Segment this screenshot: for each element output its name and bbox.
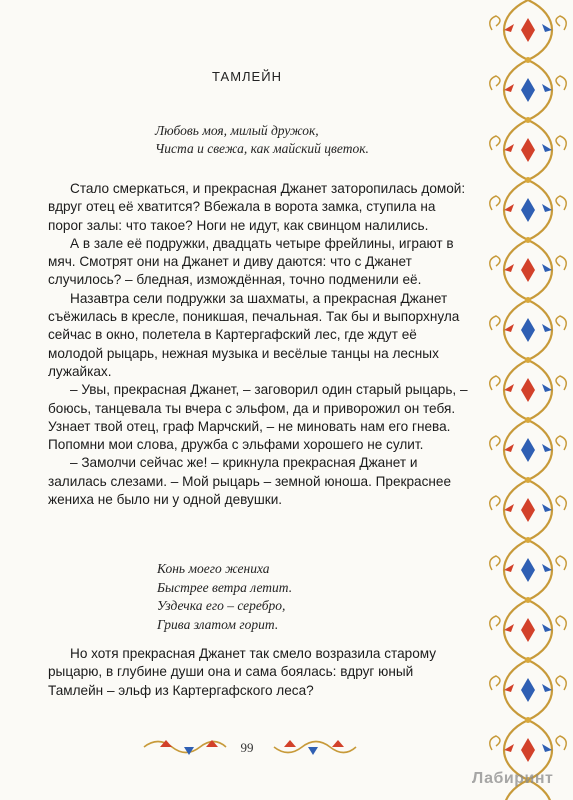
vine-curl <box>490 136 500 150</box>
flower-bud <box>521 198 535 222</box>
leaf-dot <box>525 177 531 183</box>
vine-curl <box>556 376 566 390</box>
leaf-dot <box>525 417 531 423</box>
flower-bud <box>521 738 535 762</box>
text-block-main <box>48 180 468 509</box>
vine-curl <box>556 256 566 270</box>
paragraph: Стало смеркаться, и прекрасная Джанет заторопилась домой: вдруг отец её хватится? Вбежала в ворота замка, ступила на порог залы: что такое? Ноги не идут, как свинцом налились. <box>48 181 466 233</box>
flower-bud <box>521 678 535 702</box>
vine-curl <box>556 616 566 630</box>
leaf-dot <box>525 717 531 723</box>
leaf-dot <box>525 57 531 63</box>
flower-bud <box>521 318 535 342</box>
flower-bud <box>521 258 535 282</box>
flower-bud <box>521 18 535 42</box>
verse-line: Быстрее ветра летит. <box>157 579 293 595</box>
paragraph: – Замолчи сейчас же! – крикнула прекрасная Джанет и залилась слезами. – Мой рыцарь – земной юноша. Прекраснее жениха не было ни у одной девушки. <box>48 455 452 508</box>
epigraph <box>155 122 369 158</box>
verse-line: Уздечка его – серебро, <box>157 598 286 614</box>
vine-curl <box>556 676 566 690</box>
leaf-dot <box>525 537 531 543</box>
vine-curl <box>556 496 566 510</box>
vine-curl <box>490 16 500 30</box>
flower-bud <box>521 78 535 102</box>
footer-ornament-left <box>140 732 230 762</box>
vine-curl <box>490 736 500 750</box>
chapter-title: ТАМЛЕЙН <box>212 69 282 84</box>
paragraph: Назавтра сели подружки за шахматы, а прекрасная Джанет съёжилась в кресле, поникшая, печальная. Так бы и выпорхнула сейчас в окно, полетела в Картергафский лес, где ждут её молодой рыцарь, нежная музыка и весёлые танцы на лесных лужайках. <box>48 290 460 379</box>
vine-curl <box>556 136 566 150</box>
leaf-dot <box>525 657 531 663</box>
paragraph: – Увы, прекрасная Джанет, – заговорил один старый рыцарь, – боюсь, танцевала ты вчера с эльфом, да и приворожил он тебя. Узнает твой отец, граф Марчский, – не миновать нам его гнева. Попомни мои слова, дружба с эльфами хорошего не сулит. <box>48 382 468 453</box>
flower-bud <box>521 138 535 162</box>
vine-curl <box>556 316 566 330</box>
paragraph: Но хотя прекрасная Джанет так смело возразила старому рыцарю, в глубине души она и сама боялась: вдруг юный Тамлейн – эльф из Картергафского леса? <box>48 646 437 698</box>
vine-curl <box>556 76 566 90</box>
vine-curl <box>490 76 500 90</box>
vine-curl <box>490 316 500 330</box>
footer-ornament-right <box>270 732 360 762</box>
leaf-dot <box>525 237 531 243</box>
vine-curl <box>490 436 500 450</box>
flower-bud <box>521 498 535 522</box>
leaf-dot <box>525 117 531 123</box>
vine-curl <box>490 616 500 630</box>
epigraph-line: Любовь моя, милый дружок, <box>155 123 319 138</box>
vine-curl <box>556 16 566 30</box>
vine-curl <box>490 676 500 690</box>
flower-bud <box>521 438 535 462</box>
flower-bud <box>521 378 535 402</box>
flower-bud <box>521 618 535 642</box>
leaf-dot <box>525 297 531 303</box>
vine-curl <box>490 376 500 390</box>
leaf-dot <box>525 477 531 483</box>
text-block-final <box>48 645 468 700</box>
verse-line: Конь моего жениха <box>157 561 270 576</box>
leaf-dot <box>525 357 531 363</box>
vine-curl <box>490 256 500 270</box>
vine-curl <box>556 736 566 750</box>
watermark-logo: Лабиринт <box>472 770 554 787</box>
page-number: 99 <box>240 740 254 755</box>
vine-curl <box>556 556 566 570</box>
vine-curl <box>490 556 500 570</box>
flower-bud <box>521 558 535 582</box>
vine-curl <box>490 496 500 510</box>
verse <box>157 560 292 634</box>
verse-line: Грива златом горит. <box>157 616 279 632</box>
decorative-border <box>482 0 573 800</box>
vine-curl <box>490 196 500 210</box>
vine-curl <box>556 196 566 210</box>
paragraph: А в зале её подружки, двадцать четыре фрейлины, играют в мяч. Смотрят они на Джанет и диву даются: что с Джанет случилось? – бледная, измождённая, точно подменили её. <box>48 235 454 288</box>
leaf-dot <box>525 597 531 603</box>
epigraph-line: Чиста и свежа, как майский цветок. <box>155 141 369 156</box>
vine-curl <box>556 436 566 450</box>
